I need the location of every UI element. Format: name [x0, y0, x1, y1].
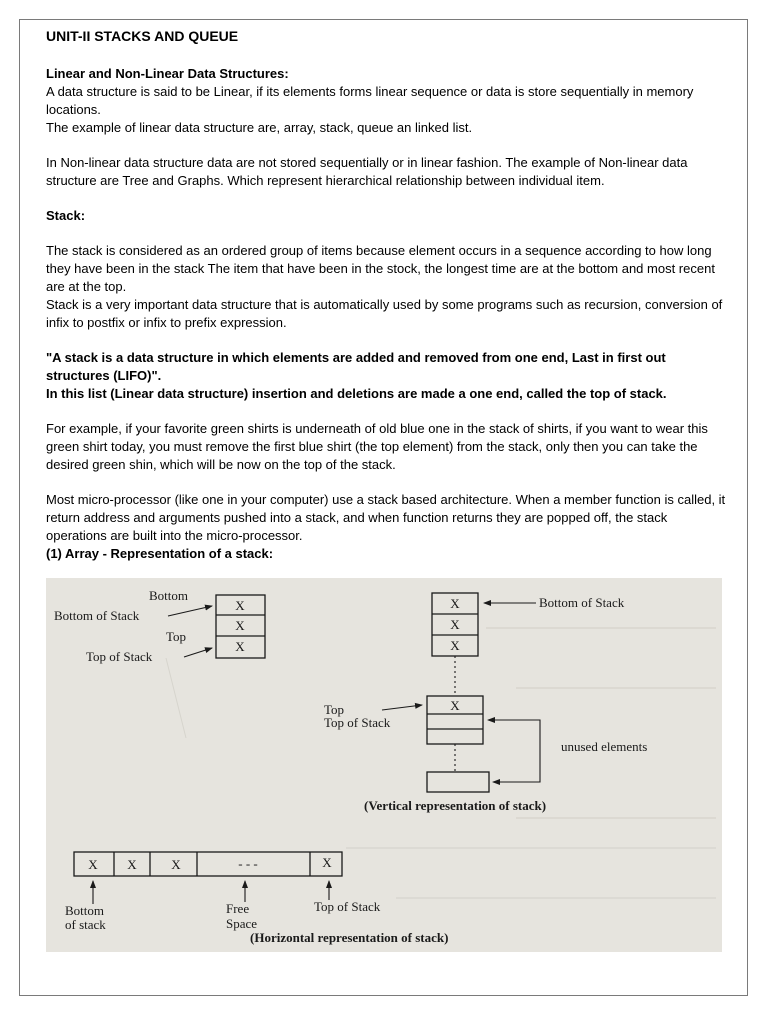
label-top-of-stack: Top of Stack — [86, 649, 153, 664]
label-unused-elements: unused elements — [561, 739, 648, 754]
heading-array: (1) Array - Representation of a stack: — [46, 546, 274, 561]
arrow-vertical-top — [382, 705, 422, 710]
vertical-caption: (Vertical representation of stack) — [364, 798, 547, 813]
label-bottom: Bottom — [149, 588, 189, 603]
left-stack-cell: X — [235, 639, 245, 654]
heading-linear: Linear and Non-Linear Data Structures: — [46, 66, 289, 81]
horizontal-stack-top-cell: X — [322, 855, 332, 870]
stack-definition-1: "A stack is a data structure in which elements are added and removed from one end, Last in first out structures (LIFO)". — [46, 350, 666, 383]
left-stack-diagram — [54, 588, 265, 664]
horizontal-caption: (Horizontal representation of stack) — [250, 930, 449, 945]
document-body — [46, 27, 726, 563]
label-bottom-of-stack: Bottom of Stack — [54, 608, 140, 623]
para-micro: Most micro-processor (like one in your computer) use a stack based architecture. When a member function is called, it return address and arguments pushed into a stack, and when function returns they are popped off, the stack operations are built into the micro-processor. — [46, 492, 726, 543]
vertical-stack-cell: X — [450, 617, 460, 632]
left-stack-cell: X — [235, 618, 245, 633]
label-h-space: Space — [226, 916, 258, 931]
label-h-bottom: Bottom — [65, 903, 105, 918]
horizontal-stack-cell: X — [171, 857, 181, 872]
label-top: Top — [166, 629, 187, 644]
label-vertical-top-of-stack: Top of Stack — [324, 715, 391, 730]
stack-figure — [46, 578, 722, 952]
stack-definition-2: In this list (Linear data structure) insertion and deletions are made a one end, called the top of stack. — [46, 386, 667, 401]
horizontal-stack-free-cell: - - - — [238, 856, 258, 871]
para-linear-2: The example of linear data structure are, array, stack, queue an linked list. — [46, 120, 473, 135]
bracket-unused-lower — [493, 720, 540, 782]
para-example: For example, if your favorite green shirts is underneath of old blue one in the stack of shirts, if you want to wear this green shirt today, you must remove the first blue shirt (the top element) from the stack, only then you can take the desired green shin, which will be now on the top of the stack. — [46, 421, 708, 472]
vertical-stack-cell: X — [450, 596, 460, 611]
vertical-stack-cell: X — [450, 638, 460, 653]
para-stack-1: The stack is considered as an ordered group of items because element occurs in a sequence according to how long they have been in the stack The item that have been in the stock, the longest time are at the bottom and most recent are at the top. — [46, 243, 715, 294]
arrow-top — [184, 648, 212, 657]
para-linear-1: A data structure is said to be Linear, if its elements forms linear sequence or data is store sequentially in memory locations. — [46, 84, 694, 117]
label-h-top-of-stack: Top of Stack — [314, 899, 381, 914]
page-title: UNIT-II STACKS AND QUEUE — [46, 28, 239, 44]
label-vertical-top: Top — [324, 702, 345, 717]
vertical-stack-last-cell — [427, 772, 489, 792]
label-vertical-bottom-of-stack: Bottom of Stack — [539, 595, 625, 610]
para-stack-2: Stack is a very important data structure that is automatically used by some programs such as recursion, conversion of infix to postfix or infix to prefix expression. — [46, 297, 723, 330]
left-stack-cell: X — [235, 598, 245, 613]
heading-stack: Stack: — [46, 208, 86, 223]
stack-diagram — [46, 578, 722, 952]
horizontal-stack-diagram — [65, 852, 448, 945]
label-h-free: Free — [226, 901, 250, 916]
vertical-top-cell: X — [450, 698, 460, 713]
para-nonlinear: In Non-linear data structure data are not stored sequentially or in linear fashion. The example of Non-linear data structure are Tree and Graphs. Which represent hierarchical relationship between individual item. — [46, 155, 688, 188]
horizontal-stack-cell: X — [127, 857, 137, 872]
label-h-of-stack: of stack — [65, 917, 106, 932]
arrow-bottom — [168, 606, 212, 616]
vertical-stack-diagram — [324, 593, 647, 813]
horizontal-stack-cell: X — [88, 857, 98, 872]
